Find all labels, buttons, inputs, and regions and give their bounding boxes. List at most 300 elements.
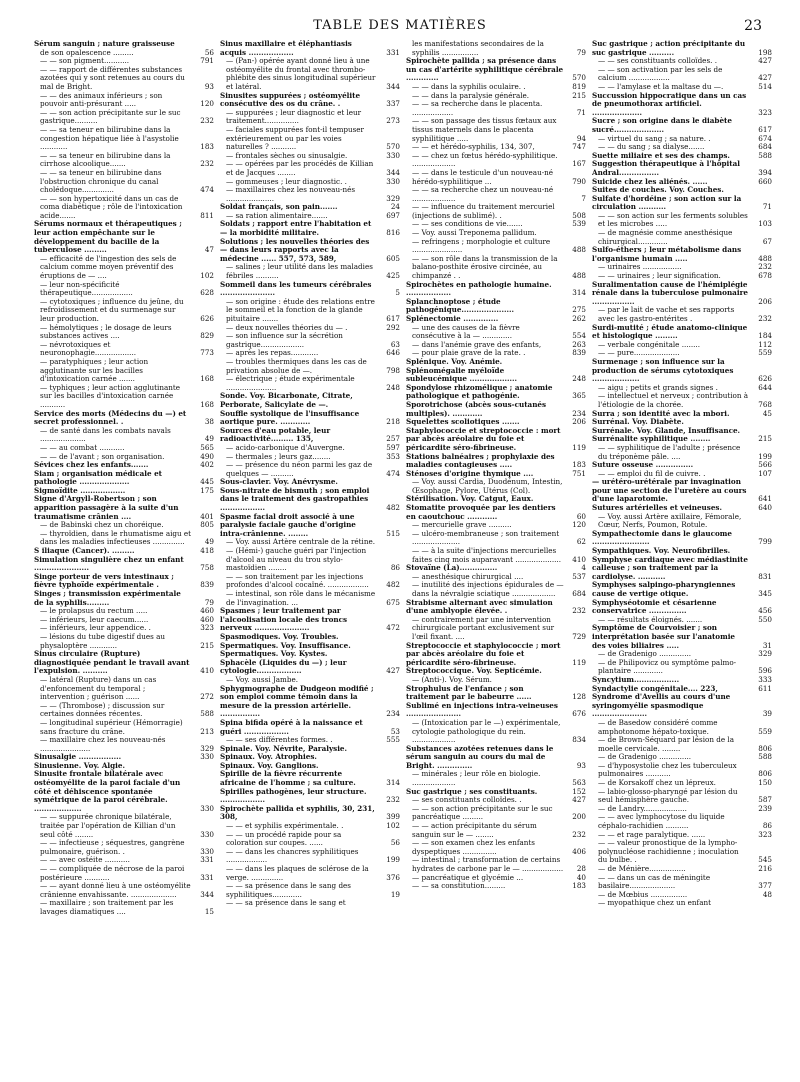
entry-text: Simulation singulière chez un enfant ......................	[34, 555, 184, 573]
entry-text: — intestinal ; transformation de certains hydrates de carbone par le — ..................	[412, 856, 564, 873]
entry-page-ref: 329	[758, 649, 772, 659]
index-column-1	[34, 40, 214, 1072]
entry-page-ref: 514	[758, 81, 772, 91]
entry-page-ref: 62	[576, 537, 586, 547]
entry-text: — — rapport de différentes substances azotées qui y sont retenues au cours du mal de Bright.	[40, 65, 185, 91]
entry-page-ref: 86	[762, 821, 772, 831]
index-entry	[220, 126, 400, 152]
entry-page-ref: 790	[572, 176, 586, 186]
entry-text: Stomatite provoquée par les dentiers en caoutchouc ............	[406, 504, 556, 521]
index-entry	[592, 186, 772, 195]
index-entry	[406, 564, 586, 573]
index-entry	[34, 427, 214, 444]
entry-text: — longitudinal supérieur (Hémorragie) sans fracture du crâne.	[40, 718, 183, 736]
entry-text: — de Landry...................	[598, 804, 687, 813]
entry-page-ref: 410	[572, 554, 586, 564]
entry-text: — de Gradenigo ..............	[598, 753, 692, 762]
entry-text: Spirille de la fièvre récurrente africaine de l'homme ; sa culture.	[220, 770, 356, 788]
entry-text: Sommeil dans les tumeurs cérébrales ......................	[220, 280, 372, 298]
index-entry	[34, 281, 214, 298]
index-entry	[406, 92, 586, 101]
entry-page-ref: 596	[758, 666, 772, 676]
entry-page-ref: 427	[758, 56, 772, 66]
entry-page-ref: 839	[200, 580, 214, 590]
index-entry	[220, 770, 400, 787]
index-entry	[592, 92, 772, 118]
index-entry	[220, 203, 400, 212]
entry-text: Sporotrichose (abcès sous-cutanés multiples). ............	[406, 400, 547, 418]
entry-page-ref: 425	[386, 271, 400, 281]
index-entry	[34, 590, 214, 607]
index-entry	[406, 169, 586, 186]
index-entry	[592, 530, 772, 547]
entry-text: Spirilles pathogènes, leur structure. ..................	[220, 787, 367, 805]
entry-text: Siam ; organisation médicale et pathologie ....................	[34, 469, 163, 487]
entry-page-ref: 183	[200, 142, 214, 152]
index-entry	[592, 788, 772, 805]
entry-text: Symphyses salpingo-pharyngiennes cause de vertige otique.	[592, 581, 736, 598]
entry-page-ref: 79	[204, 597, 214, 607]
entry-text: — — ses constituants colloïdes. .	[598, 57, 717, 66]
index-entry	[406, 143, 586, 152]
entry-text: Strabisme alternant avec simulation d'une amblyopie élevée. .	[406, 598, 553, 616]
entry-page-ref: 758	[200, 563, 214, 573]
entry-page-ref: 684	[758, 142, 772, 152]
entry-text: Sources d'eau potable, leur radioactivité......... 135,	[220, 426, 331, 444]
entry-text: Surdi-mutité ; étude anatomo-clinique et histologique .........	[592, 323, 748, 341]
entry-text: Squelettes scoliotiques .......	[406, 418, 520, 427]
entry-page-ref: 587	[758, 795, 772, 805]
entry-page-ref: 566	[758, 460, 772, 470]
entry-text: Spirochète pallida et syphilis, 30, 231, 308,	[220, 804, 375, 822]
entry-text: Sulfo-éthers ; leur métabolisme dans l'organisme humain .....	[592, 246, 742, 263]
entry-page-ref: 19	[390, 889, 400, 899]
entry-text: — — suppurée chronique bilatérale, traitée par l'opération de Killian d'un seul côté ........	[40, 813, 176, 839]
entry-text: — — sa teneur en bilirubine dans la cirrhose alcoolique.......	[40, 151, 171, 169]
entry-text: — thyroïdien, dans le rhumatisme aigu et dans les maladies infectieuses ..............	[40, 529, 192, 547]
entry-page-ref: 198	[758, 47, 772, 57]
entry-page-ref: 831	[758, 571, 772, 581]
entry-text: — — dans les plaques de sclérose de la verge. ..............	[226, 865, 369, 882]
entry-text: — — ses différentes formes. .	[226, 736, 333, 745]
index-entry	[220, 263, 400, 280]
entry-page-ref: 40	[576, 872, 586, 882]
entry-text: — labio-glosso-pharyngé par lésion du seul hémisphère gauche.	[598, 787, 738, 805]
index-entry	[220, 427, 400, 444]
entry-page-ref: 4	[581, 563, 586, 573]
entry-page-ref: 183	[572, 881, 586, 891]
index-entry	[34, 753, 214, 762]
entry-page-ref: 675	[386, 597, 400, 607]
index-entry	[592, 281, 772, 307]
index-entry	[406, 324, 586, 341]
entry-page-ref: 257	[386, 434, 400, 444]
entry-page-ref: 215	[572, 90, 586, 100]
entry-page-ref: 93	[204, 81, 214, 91]
entry-page-ref: 5	[395, 288, 400, 298]
entry-page-ref: 402	[200, 460, 214, 470]
entry-page-ref: 150	[758, 778, 772, 788]
entry-page-ref: 168	[200, 399, 214, 409]
entry-page-ref: 216	[758, 864, 772, 873]
entry-text: Singe porteur de vers intestinaux ; fièvre typhoïde expérimentale .	[34, 572, 174, 590]
entry-text: — — avec ostéite ...........	[40, 856, 130, 865]
entry-page-ref: 7	[581, 193, 586, 203]
entry-page-ref: 71	[762, 202, 772, 212]
entry-text: Spermatiques. Voy. Kystes.	[220, 650, 328, 659]
entry-page-ref: 834	[572, 735, 586, 745]
entry-text: Signe d'Argyll-Robertson ; son apparition passagère à la suite d'un traumatisme crânien ....	[34, 495, 179, 521]
entry-page-ref: 829	[200, 331, 214, 341]
index-entry	[220, 762, 400, 771]
entry-text: — anesthésique chirurgical ....	[412, 572, 524, 581]
entry-page-ref: 232	[572, 829, 586, 839]
entry-text: — — sa constitution.........	[412, 882, 506, 891]
entry-text: Splénectomie ..............	[406, 315, 499, 323]
entry-text: Spasmodiques. Voy. Troubles.	[220, 632, 339, 641]
entry-page-ref: 184	[758, 331, 772, 341]
index-entry	[220, 882, 400, 899]
index-entry	[592, 805, 772, 814]
index-entry	[592, 624, 772, 650]
index-entry	[220, 40, 400, 57]
entry-text: — Voy. aussi Jambe.	[226, 675, 298, 684]
entry-page-ref: 684	[572, 589, 586, 598]
entry-page-ref: 248	[572, 374, 586, 384]
index-entry	[592, 324, 772, 341]
index-entry	[220, 848, 400, 865]
entry-text: — — son action sur les ferments solubles et les microbes .....	[598, 211, 748, 229]
entry-text: Sinusites suppurées ; ostéomyélite consécutive des os du crâne. .	[220, 91, 361, 109]
entry-page-ref: 71	[576, 107, 586, 117]
entry-page-ref: 330	[200, 829, 214, 839]
entry-text: — — son activation par les sels de calcium ..................	[598, 65, 723, 83]
index-entry	[220, 487, 400, 513]
entry-text: Suture osseuse ...............	[592, 461, 694, 470]
entry-text: — verbale congénitale ........	[598, 340, 700, 349]
entry-page-ref: 806	[758, 769, 772, 779]
index-entry	[592, 358, 772, 384]
index-entry	[220, 685, 400, 719]
entry-text: de son opalescence .........	[40, 48, 134, 57]
entry-text: — paratyphiques ; leur action agglutinante sur les bacilles d'intoxication carnée .......	[40, 357, 149, 384]
entry-text: Splénomégalie myéloïde subleucémique ...................	[406, 366, 517, 384]
index-entry	[34, 495, 214, 521]
entry-text: Stérilisation. Voy. Catgut, Eaux.	[406, 495, 534, 504]
entry-text: — — de l'avant ; son organisation.	[40, 452, 165, 461]
index-entry	[406, 599, 586, 616]
entry-text: — de Gradenigo ..............	[598, 650, 692, 659]
entry-page-ref: 234	[386, 709, 400, 719]
entry-page-ref: 248	[386, 382, 400, 392]
entry-page-ref: 48	[762, 889, 772, 899]
index-entry	[220, 822, 400, 831]
entry-page-ref: 474	[386, 468, 400, 478]
entry-page-ref: 768	[758, 399, 772, 409]
index-entry	[592, 719, 772, 736]
entry-text: — — à la suite d'injections mercurielles faites cinq mois auparavant ....................	[412, 547, 561, 564]
entry-page-ref: 330	[200, 803, 214, 813]
index-entry	[406, 238, 586, 255]
entry-page-ref: 401	[200, 511, 214, 521]
entry-page-ref: 555	[386, 735, 400, 745]
index-entry	[592, 83, 772, 92]
index-entry	[220, 650, 400, 659]
entry-text: Sous-clavier. Voy. Anévrysme.	[220, 478, 338, 487]
entry-page-ref: 394	[758, 167, 772, 177]
entry-text: Surrénal. Voy. Diabète.	[592, 418, 684, 427]
entry-text: Souffle systolique de l'insuffisance aortique pure. ............	[220, 409, 360, 427]
entry-text: — de Brown-Séquard par lésion de la moelle cervicale. ........	[598, 736, 734, 753]
entry-page-ref: 168	[200, 374, 214, 384]
entry-page-ref: 330	[386, 150, 400, 160]
entry-page-ref: 331	[200, 855, 214, 865]
index-entry	[220, 642, 400, 651]
index-entry	[406, 581, 586, 598]
entry-page-ref: 617	[386, 314, 400, 323]
entry-text: — intellectuel et nerveux ; contribution à l'étiologie de la chorée.	[598, 392, 749, 409]
index-entry	[34, 298, 214, 324]
entry-text: — — l'amylase et la maltase du —.	[598, 82, 724, 91]
entry-page-ref: 63	[390, 339, 400, 349]
entry-text: — — opérées par les procédés de Killian et de Jacques ........	[226, 160, 374, 177]
entry-page-ref: 45	[762, 408, 772, 418]
index-entry	[406, 152, 586, 169]
entry-page-ref: 215	[758, 434, 772, 444]
index-entry	[592, 349, 772, 358]
entry-page-ref: 330	[386, 176, 400, 186]
index-entry	[592, 676, 772, 685]
entry-text: — — et rage paralytique. ......	[598, 830, 706, 839]
page-number: 23	[744, 18, 762, 34]
entry-page-ref: 617	[758, 124, 772, 134]
entry-text: Spina bifida opéré à la naissance et guéri ..................	[220, 718, 363, 736]
entry-page-ref: 456	[758, 606, 772, 616]
entry-page-ref: 806	[758, 743, 772, 753]
index-entry	[220, 109, 400, 126]
index-entry	[220, 281, 400, 298]
index-entry	[34, 521, 214, 530]
index-entry	[592, 444, 772, 461]
index-entry	[406, 255, 586, 281]
index-entry	[220, 547, 400, 573]
entry-text: — (Pan-) opérée ayant donné lieu à une ostéomyélite du frontal avec thrombo-phlébite des sinus longitudinal supérieur et latéral.	[226, 57, 376, 91]
entry-text: — — chez un fœtus hérédo-syphilitique. ...................	[412, 151, 558, 169]
index-entry	[592, 504, 772, 513]
entry-text: Spermatiques. Voy. Insuffisance.	[220, 641, 351, 650]
index-entry	[592, 831, 772, 840]
entry-text: Sinusienne. Voy. Algie.	[34, 761, 125, 770]
index-entry	[220, 358, 400, 375]
index-entry	[592, 547, 772, 556]
entry-text: S iliaque (Cancer). .........	[34, 547, 135, 556]
entry-text: — le prolapsus du rectum .....	[40, 607, 148, 616]
index-entry	[592, 178, 772, 187]
entry-page-ref: 644	[758, 382, 772, 392]
entry-text: Solutions ; les nouvelles théories des — dans leurs rapports avec la médecine ...... 557, 573, 589,	[220, 237, 370, 263]
entry-page-ref: 515	[386, 528, 400, 538]
entry-page-ref: 559	[758, 348, 772, 358]
entry-page-ref: 563	[572, 778, 586, 788]
entry-text: — — action précipitante du sérum sanguin sur le — ........	[412, 822, 537, 839]
page-header	[0, 18, 800, 38]
index-entry	[592, 427, 772, 436]
index-entry	[34, 736, 214, 753]
index-entry	[220, 160, 400, 177]
index-entry	[34, 702, 214, 719]
entry-text: Symphyséotomie et césarienne conservatrice ...............	[592, 598, 717, 616]
entry-page-ref: 539	[572, 219, 586, 229]
index-entry	[592, 418, 772, 427]
index-entry	[34, 882, 214, 899]
index-entry	[592, 762, 772, 779]
entry-text: Sutures artérielles et veineuses.	[592, 504, 722, 513]
index-entry	[220, 719, 400, 736]
entry-page-ref: 751	[572, 468, 586, 478]
entry-text: Spinaux. Voy. Ganglions.	[220, 761, 319, 770]
entry-page-ref: 660	[758, 176, 772, 186]
index-entry	[592, 650, 772, 659]
entry-page-ref: 183	[572, 460, 586, 470]
entry-page-ref: 263	[572, 339, 586, 349]
entry-page-ref: 107	[758, 468, 772, 478]
entry-page-ref: 747	[572, 142, 586, 152]
entry-text: — — et hérédo-syphilis, 134, 307,	[412, 143, 535, 152]
index-entry	[406, 186, 586, 203]
index-entry	[34, 856, 214, 865]
entry-page-ref: 31	[762, 640, 772, 650]
entry-page-ref: 93	[576, 760, 586, 770]
entry-page-ref: 79	[576, 47, 586, 57]
entry-page-ref: 605	[386, 253, 400, 263]
entry-page-ref: 676	[572, 709, 586, 719]
index-entry	[34, 453, 214, 462]
index-entry	[34, 676, 214, 702]
index-entry	[592, 685, 772, 694]
index-entry	[220, 736, 400, 745]
entry-text: — latéral (Rupture) dans un cas d'enfoncement du temporal ; intervention ; guérison ......	[40, 675, 157, 702]
entry-text: Sinusite frontale bilatérale avec ostéomyélite de la paroi faciale d'un côté et déhiscence spontanée symétrique de la paroi cérébrale. ...................	[34, 770, 181, 813]
index-entry	[592, 599, 772, 616]
entry-text: — — sa teneur en bilirubine dans l'obstruction chronique du canal cholédoque..............	[40, 168, 162, 195]
index-entry	[592, 272, 772, 281]
entry-page-ref: 167	[572, 159, 586, 169]
entry-text: — — son hypertoxicité dans un cas de coma diabétique ; rôle de l'intoxication acide.......	[40, 194, 183, 220]
index-entry	[220, 392, 400, 409]
entry-page-ref: 232	[758, 262, 772, 272]
running-title: TABLE DES MATIÈRES	[313, 18, 487, 33]
entry-page-ref: 550	[758, 614, 772, 624]
index-entry	[406, 521, 586, 530]
index-entry	[592, 40, 772, 57]
entry-text: Sinus circulaire (Rupture) diagnostiquée pendant le travail avant l'expulsion. ..........	[34, 650, 190, 676]
entry-page-ref: 626	[200, 314, 214, 323]
index-entry	[34, 49, 214, 58]
entry-text: Stations balnéaires ; prophylaxie des maladies contagieuses .....	[406, 452, 555, 470]
index-entry	[220, 332, 400, 349]
index-entry	[34, 573, 214, 590]
entry-text: Stovaïne (La)...............	[406, 564, 498, 573]
entry-text: Spirochètes en pathologie humaine. ..................	[406, 280, 552, 298]
entry-text: Surrénalite syphilitique ........	[592, 435, 711, 444]
index-entry	[220, 57, 400, 91]
entry-text: Sérums normaux et thérapeutiques ; leur action empêchante sur le développement du bacille de la tuberculose .........	[34, 220, 182, 255]
entry-text: — Voy. aussi Treponema pallidum.	[412, 229, 537, 238]
entry-text: Suicide chez les aliénés. ......	[592, 177, 708, 186]
index-entry	[406, 57, 586, 83]
entry-text: — (Intoxication par le —) expérimentale, cytologie pathologique du rein. ...................	[412, 718, 561, 745]
index-entry	[592, 306, 772, 323]
entry-text: — typhiques ; leur action agglutinante sur les bacilles d'intoxication carnée ...........	[40, 383, 181, 409]
entry-page-ref: 646	[386, 348, 400, 358]
index-entry	[406, 315, 586, 324]
entry-page-ref: 330	[200, 752, 214, 762]
index-entry	[592, 160, 772, 177]
entry-text: Sinusalgie .................	[34, 753, 122, 762]
entry-page-ref: 86	[390, 563, 400, 573]
entry-text: Suggestion thérapeutique à l'hôpital Andral................	[592, 160, 740, 177]
entry-text: Sténoses d'origine thymique ....	[406, 469, 534, 478]
entry-text: Spasme facial droit associé à une paralysie faciale gauche d'origine intra-crânienne. ........	[220, 512, 356, 538]
index-entry	[592, 195, 772, 212]
index-entry	[406, 358, 586, 367]
entry-text: — — son action précipitante sur le suc pancréatique .........	[412, 804, 553, 822]
entry-page-ref: 353	[386, 451, 400, 461]
index-entry	[406, 478, 586, 495]
index-entry	[34, 865, 214, 882]
entry-text: — pancréatique et glycémie ...	[412, 873, 524, 882]
entry-page-ref: 628	[200, 288, 214, 298]
entry-page-ref: 344	[386, 81, 400, 91]
index-entry	[34, 719, 214, 736]
entry-text: — maxillaires chez les nouveau-nés .....................	[226, 186, 356, 203]
index-entry	[592, 753, 772, 762]
entry-page-ref: 94	[576, 133, 586, 143]
index-entry	[592, 263, 772, 272]
entry-text: — — son pigment...........	[40, 57, 130, 66]
index-entry	[34, 607, 214, 616]
index-entry	[592, 57, 772, 66]
index-entry	[220, 186, 400, 203]
index-entry	[406, 547, 586, 564]
entry-text: Suc gastrique ; action précipitante du suc gastrique ..........	[592, 40, 746, 57]
index-entry	[406, 770, 586, 787]
entry-page-ref: 331	[200, 872, 214, 882]
entry-text: Sinus maxillaire et éléphantiasis acquis ..................	[220, 40, 352, 57]
entry-text: Spondylose rhizomélique ; anatomie pathologique et pathogénie.	[406, 383, 553, 401]
index-entry	[220, 178, 400, 187]
entry-text: — — dans les chancres syphilitiques ..................	[226, 847, 359, 865]
index-entry	[406, 504, 586, 521]
entry-text: — — ses conditions de vie.......	[412, 220, 523, 229]
index-entry	[406, 341, 586, 350]
index-entry	[34, 770, 214, 813]
entry-text: — — syphilitique de l'adulte ; présence du tréponème pâle. ....	[598, 443, 741, 461]
entry-text: — — des animaux inférieurs ; son pouvoir anti-présurant .....	[40, 91, 163, 109]
index-entry	[34, 633, 214, 650]
index-entry	[592, 556, 772, 582]
entry-text: Suette miliaire et ses des champs.	[592, 151, 730, 160]
entry-page-ref: 508	[572, 210, 586, 220]
entry-text: Symphyse cardiaque avec médiastinite calleuse ; son traitement par la cardiolyse. ...........	[592, 555, 748, 581]
entry-text: — — urinaires ; leur signification.	[598, 272, 721, 281]
entry-page-ref: 39	[762, 709, 772, 719]
index-entry	[34, 899, 214, 916]
entry-text: — — sa teneur en bilirubine dans la congestion hépatique liée à l'asystolie ............	[40, 125, 179, 152]
index-entry	[220, 573, 400, 590]
entry-text: — — valeur pronostique de la lympho-polynucléose rachidienne ; inoculation du bulbe. .	[598, 839, 739, 865]
index-entry	[220, 538, 400, 547]
